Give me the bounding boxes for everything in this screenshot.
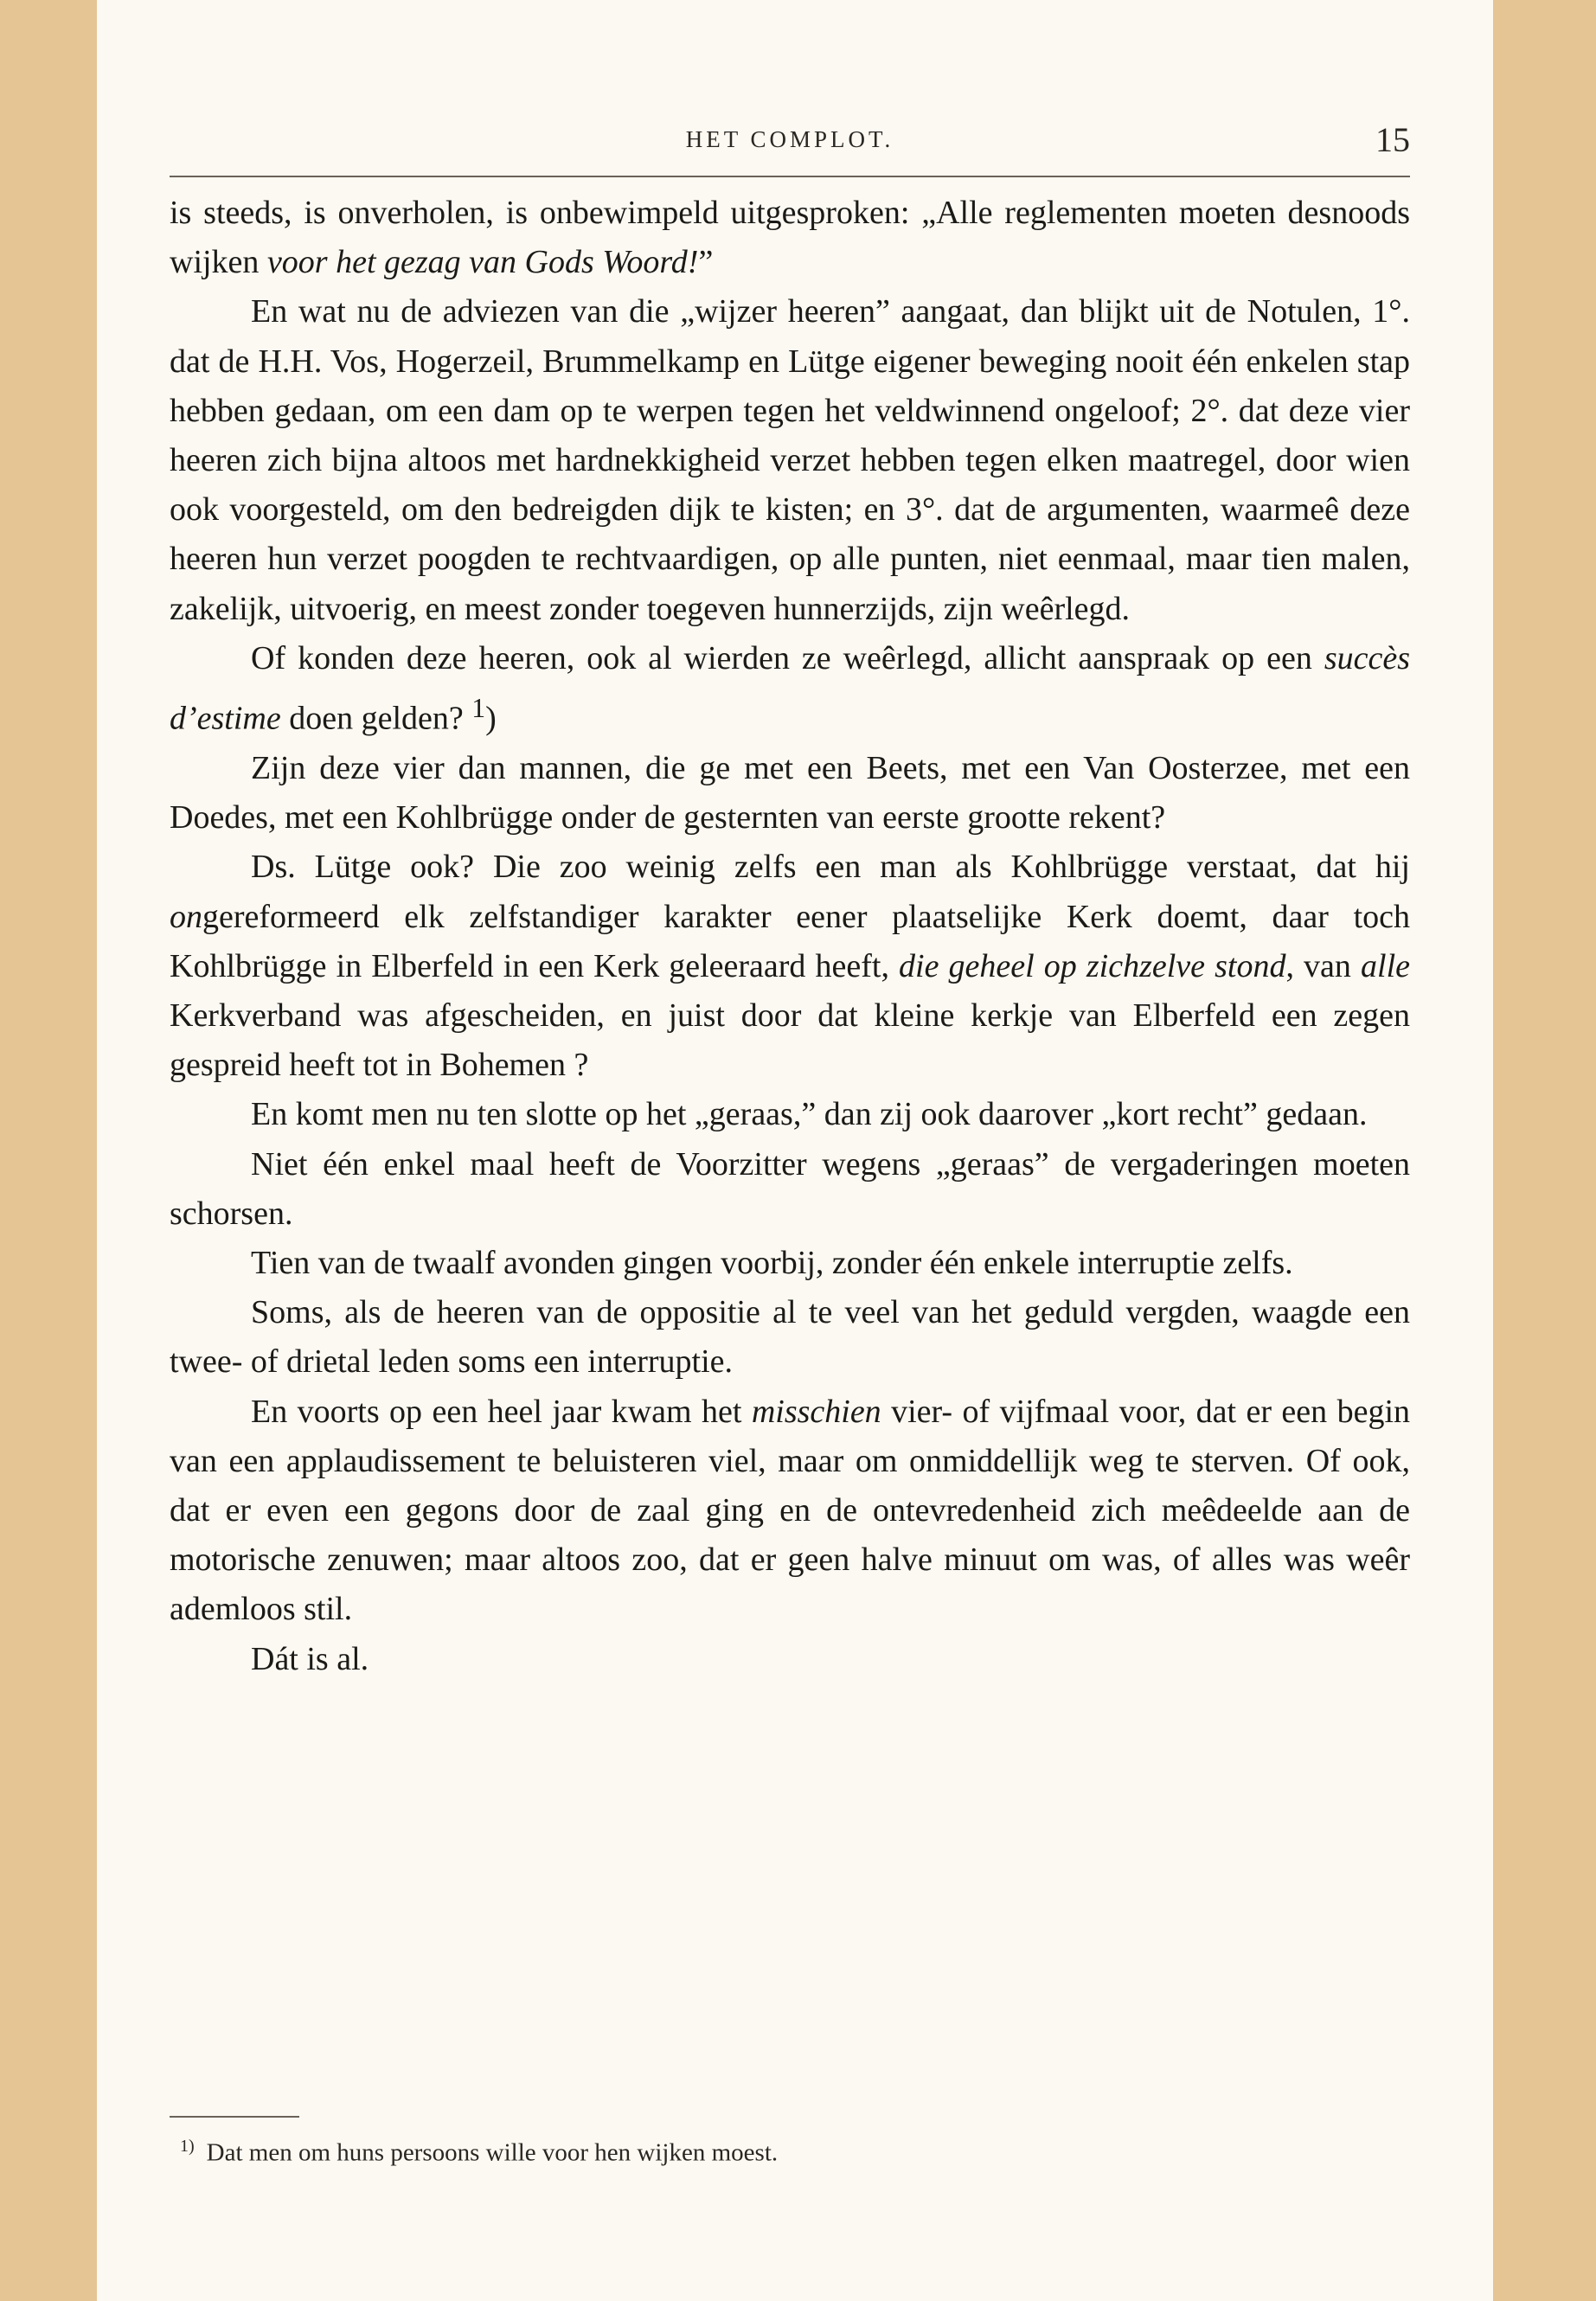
footnote-marker (180, 2137, 195, 2156)
paragraph-5 (170, 843, 1410, 1090)
paragraph-9: Soms, als de heeren van de oppositie al te veel van het geduld vergden, waagde een twee- of drietal leden soms een interruptie. (170, 1294, 1410, 1381)
italic-run: misschien (751, 1393, 881, 1430)
footnote (180, 2137, 1391, 2168)
running-title: HET COMPLOT. (685, 126, 894, 152)
italic-run: on (170, 898, 202, 935)
italic-run: die geheel op zichzelve stond (899, 947, 1286, 984)
paragraph-6: En komt men nu ten slotte op het „geraas,” dan zij ook daarover „kort recht” gedaan. (251, 1096, 1368, 1133)
paragraph-1 (170, 189, 1410, 287)
italic-run: voor het gezag van Gods Woord! (266, 244, 699, 281)
text-run: Kerkverband was afgescheiden, en juist door dat kleine kerkje van Elberfeld een zegen gespreid heeft tot in Bohemen ? (170, 997, 1410, 1084)
paragraph-11: Dát is al. (251, 1640, 369, 1677)
page-number: 15 (1375, 120, 1410, 159)
text-run: Of konden deze heeren, ook al wierden ze weêrlegd, allicht aanspraak op een (251, 639, 1324, 676)
paragraph-10 (170, 1388, 1410, 1635)
paragraph-2: En wat nu de adviezen van die „wijzer heeren” aangaat, dan blijkt uit de Notulen, 1°. dat de H.H. Vos, Hogerzeil, Brummelkamp en Lütge eigener beweging nooit één enkelen stap hebben gedaan, om een dam op te werpen tegen het veldwinnend ongeloof; 2°. dat deze vier heeren zich bijna altoos met hardnekkigheid verzet hebben tegen elken maatregel, door wien ook voorgesteld, om den bedreigden dijk te kisten; en 3°. dat de argumenten, waarmeê deze heeren hun verzet poogden te rechtvaardigen, op alle punten, niet eenmaal, maar tien malen, zakelijk, uitvoerig, en meest zonder toegeven hunnerzijds, zijn weêrlegd. (170, 293, 1410, 627)
page-header (170, 120, 1410, 170)
book-page (97, 0, 1493, 2301)
paragraph-7: Niet één enkel maal heeft de Voorzitter wegens „geraas” de vergaderingen moeten schorsen. (170, 1145, 1410, 1232)
footnote-ref: 1 (471, 693, 486, 724)
footnote-text: Dat men om huns persoons wille voor hen wijken moest. (206, 2138, 779, 2167)
text-run: is steeds, is onverholen, is onbewimpeld uitgesproken: „Alle reglementen moeten desnoods wijken (170, 195, 1410, 281)
footnote-rule (170, 2116, 299, 2118)
text-run: Ds. Lütge ook? Die zoo weinig zelfs een man als Kohlbrügge verstaat, dat hij (251, 849, 1410, 886)
text-run: gereformeerd elk zelfstandiger karakter eener plaatselijke Kerk doemt, daar toch Kohlbrügge in Elberfeld in een Kerk geleeraard heeft, (170, 898, 1410, 984)
paragraph-3 (170, 634, 1410, 744)
italic-run: succès d’estime (170, 639, 1410, 737)
text-run: ” (698, 244, 714, 281)
footnote-number: 1 (180, 2137, 189, 2156)
text-run: , van (1285, 947, 1362, 984)
paragraph-4: Zijn deze vier dan mannen, die ge met een Beets, met een Van Oosterzee, met een Doedes, met een Kohlbrügge onder de gesternten van eerste grootte rekent? (170, 749, 1410, 836)
paragraph-8: Tien van de twaalf avonden gingen voorbij, zonder één enkele interruptie zelfs. (251, 1244, 1293, 1281)
header-rule (170, 176, 1410, 177)
text-run: doen gelden? (280, 700, 472, 737)
text-run: En voorts op een heel jaar kwam het (251, 1393, 752, 1430)
body-text (170, 189, 1410, 1684)
footnote-paren: ) (189, 2137, 195, 2156)
italic-run: alle (1361, 947, 1410, 984)
text-run: vier- of vijfmaal voor, dat er een begin van een applaudissement te beluisteren viel, maar om onmiddellijk weg te sterven. Of ook, dat er even een gegons door de zaal ging en de ontevredenheid zich meêdeelde aan de motorische zenuwen; maar altoos zoo, dat er geen halve minuut om was, of alles was weêr ademloos stil. (170, 1393, 1410, 1628)
text-run: ) (485, 700, 497, 737)
